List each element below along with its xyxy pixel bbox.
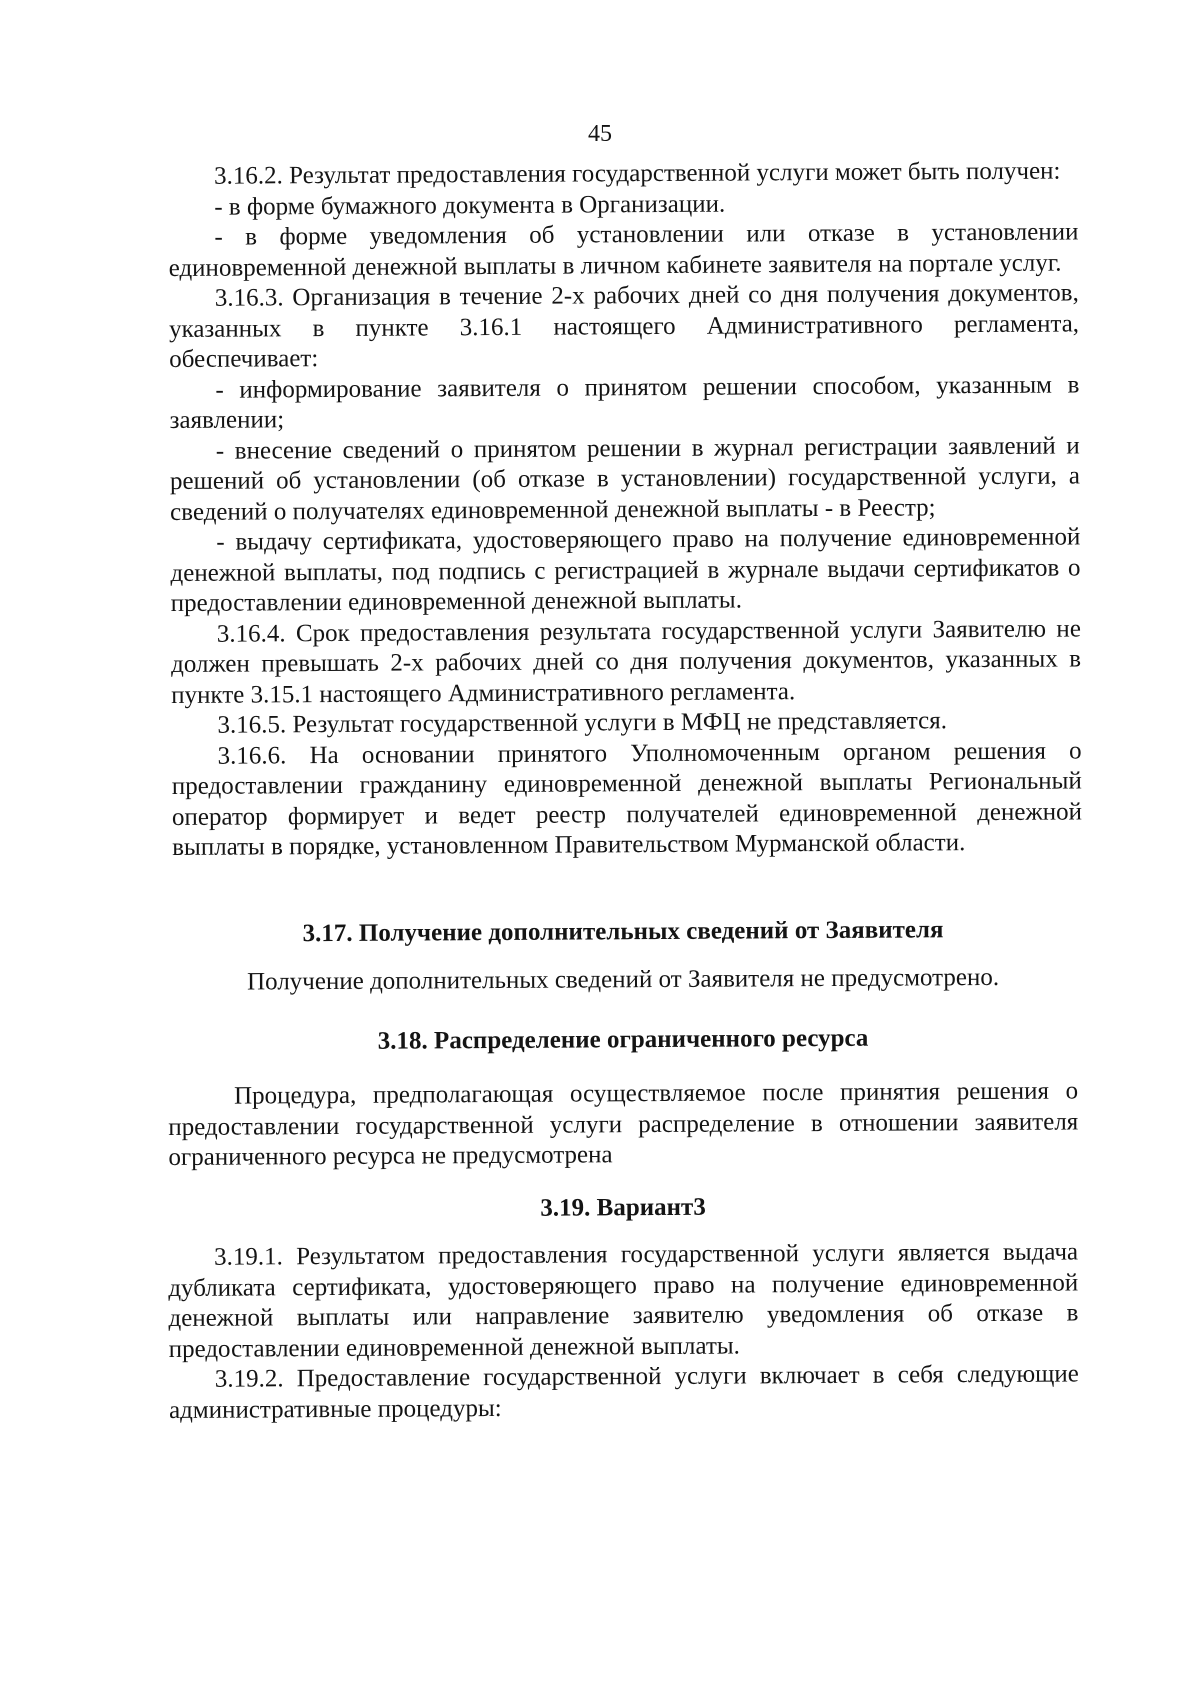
list-item-inform-applicant: - информирование заявителя о принятом решении способом, указанным в заявлении; — [169, 370, 1080, 434]
paragraph-3-18: Процедура, предполагающая осуществляемое после принятия решения о предоставлении государственной услуги распределение в отношении заявителя ограниченного ресурса не предусмотрена — [168, 1077, 1079, 1171]
list-item-certificate-issue: - выдачу сертификата, удостоверяющего право на получение единовременной денежной выплаты, под подпись с регистрацией в журнале выдачи сертификатов о предоставлении единовременной денежной выплаты. — [170, 523, 1081, 617]
section-3-19 — [168, 1190, 1078, 1226]
section-3-16 — [168, 156, 1082, 863]
paragraph-3-19-2: 3.19.2. Предоставление государственной услуги включает в себя следующие административные процедуры: — [168, 1360, 1079, 1424]
section-3-17 — [168, 914, 1078, 950]
heading-3-19: 3.19. Вариант3 — [540, 1193, 706, 1222]
section-3-18 — [168, 1022, 1078, 1058]
heading-3-17: 3.17. Получение дополнительных сведений от Заявителя — [302, 916, 944, 948]
paragraph-3-16-4: 3.16.4. Срок предоставления результата государственной услуги Заявителю не должен превышать 2-х рабочих дней со дня получения документов, указанных в пункте 3.15.1 настоящего Административного регламента. — [170, 614, 1082, 709]
section-3-18-body — [168, 1076, 1079, 1173]
paragraph-3-16-3: 3.16.3. Организация в течение 2-х рабочих дней со дня получения документов, указанных в пункте 3.16.1 настоящего Административного регламента, обеспечивает: — [168, 279, 1080, 373]
paragraph-3-16-5: 3.16.5. Результат государственной услуги в МФЦ не представляется. — [217, 707, 948, 739]
list-item-journal-entry: - внесение сведений о принятом решении в журнал регистрации заявлений и решений об установлении (об отказе в установлении) государственной услуги, а сведений о получателях единовременной денежной выплаты - в Реестр; — [169, 431, 1081, 526]
section-3-17-body — [168, 962, 1078, 998]
paragraph-3-16-2: 3.16.2. Результат предоставления государственной услуги может быть получен: — [214, 157, 1061, 190]
section-3-19-body — [168, 1237, 1079, 1426]
paragraph-3-19-1: 3.19.1. Результатом предоставления государственной услуги является выдача дубликата сертификата, удостоверяющего право на получение единовременной денежной выплаты или направление заявителю уведомления об отказе в предоставлении единовременной денежной выплаты. — [168, 1238, 1079, 1363]
heading-3-18: 3.18. Распределение ограниченного ресурса — [377, 1024, 869, 1055]
list-item-notification: - в форме уведомления об установлении или отказе в установлении единовременной денежной выплаты в личном кабинете заявителя на портале услуг. — [168, 218, 1079, 282]
list-item-paper-document: - в форме бумажного документа в Организации. — [214, 190, 726, 221]
page-number: 45 — [588, 121, 612, 147]
paragraph-3-16-6: 3.16.6. На основании принятого Уполномоченным органом решения о предоставлении гражданину единовременной денежной выплаты Региональный оператор формирует и ведет реестр получателей единовременной денежной выплаты в порядке, установленном Правительством Мурманской области. — [171, 736, 1083, 861]
paragraph-3-17: Получение дополнительных сведений от Заявителя не предусмотрено. — [246, 963, 1000, 996]
